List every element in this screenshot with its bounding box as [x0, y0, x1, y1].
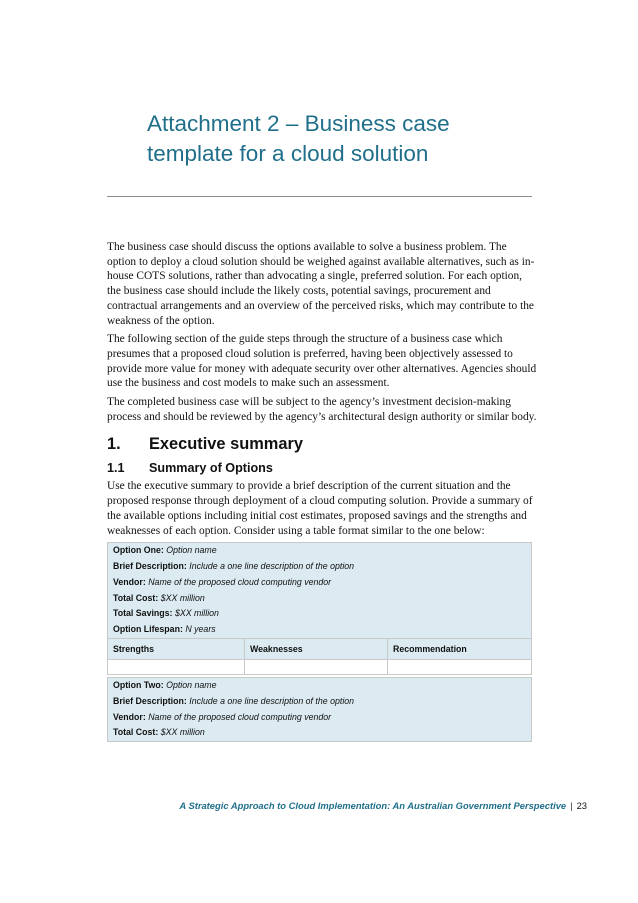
subsection-heading-summary-of-options	[107, 460, 537, 476]
subsection-title: Summary of Options	[149, 461, 273, 476]
subsection-number: 1.1	[107, 461, 125, 476]
header-strengths: Strengths	[108, 639, 245, 660]
option-one-info	[108, 543, 532, 639]
page-footer	[107, 799, 587, 813]
header-recommendation: Recommendation	[388, 639, 532, 660]
section-title: Executive summary	[149, 435, 303, 454]
option-two-vendor: Vendor: Name of the proposed cloud computing vendor	[113, 711, 332, 722]
intro-paragraph-3: The completed business case will be subject to the agency’s investment decision-making process and should be reviewed by the agency’s architectural design authority or similar body.	[107, 396, 537, 423]
option-one-description: Brief Description: Include a one line description of the option	[113, 561, 355, 572]
option-two-info	[108, 678, 532, 742]
option-two-description: Brief Description: Include a one line description of the option	[113, 695, 355, 706]
option-one-lifespan: Option Lifespan: N years	[113, 624, 216, 635]
option-one-vendor: Vendor: Name of the proposed cloud computing vendor	[113, 576, 332, 587]
option-one-total-cost: Total Cost: $XX million	[113, 592, 205, 603]
option-one-total-savings: Total Savings: $XX million	[113, 608, 219, 619]
strengths-cell	[108, 660, 245, 675]
table-blank-row	[108, 660, 532, 675]
option-one-name: Option One: Option name	[113, 545, 217, 556]
attachment-title-line1: Attachment 2 – Business case	[147, 111, 450, 136]
option-two-total-cost: Total Cost: $XX million	[113, 727, 205, 738]
page-number: 23	[576, 800, 587, 811]
weaknesses-cell	[245, 660, 388, 675]
option-two-name: Option Two: Option name	[113, 680, 217, 691]
intro-paragraph-2: The following section of the guide steps through the structure of a business case which presumes that a proposed cloud solution is preferred, having been objectively assessed to provide more value for money with adequate security over other alternatives. Agencies should use the business and cost models to make such an assessment.	[107, 333, 537, 390]
intro-paragraph-1: The business case should discuss the options available to solve a business problem. The option to deploy a cloud solution should be weighed against available alternatives, such as in-house COTS solutions, rather than advocating a single, preferred solution. For each option, the business case should include the likely costs, potential savings, procurement and contractual arrangements and an overview of the perceived risks, which may contribute to the weakness of the option.	[107, 241, 535, 327]
header-weaknesses: Weaknesses	[245, 639, 388, 660]
options-table	[107, 542, 532, 742]
option-two-info-row	[108, 678, 532, 742]
recommendation-cell	[388, 660, 532, 675]
footer-separator: |	[570, 800, 573, 811]
option-one-info-row	[108, 543, 532, 639]
document-body	[107, 240, 537, 742]
table-header-row	[108, 639, 532, 660]
summary-paragraph: Use the executive summary to provide a brief description of the current situation and the proposed response through deployment of a cloud computing solution. Provide a summary of the available options including initial cost estimates, proposed savings and the strengths and weaknesses of each option. Consider using a table format similar to the one below:	[107, 480, 533, 537]
attachment-title-line2: template for a cloud solution	[147, 141, 429, 166]
section-heading-executive-summary	[107, 434, 537, 454]
attachment-title	[147, 109, 547, 169]
title-divider	[107, 196, 532, 197]
section-number: 1.	[107, 435, 121, 454]
footer-title: A Strategic Approach to Cloud Implementation: An Australian Government Perspective	[179, 800, 567, 811]
